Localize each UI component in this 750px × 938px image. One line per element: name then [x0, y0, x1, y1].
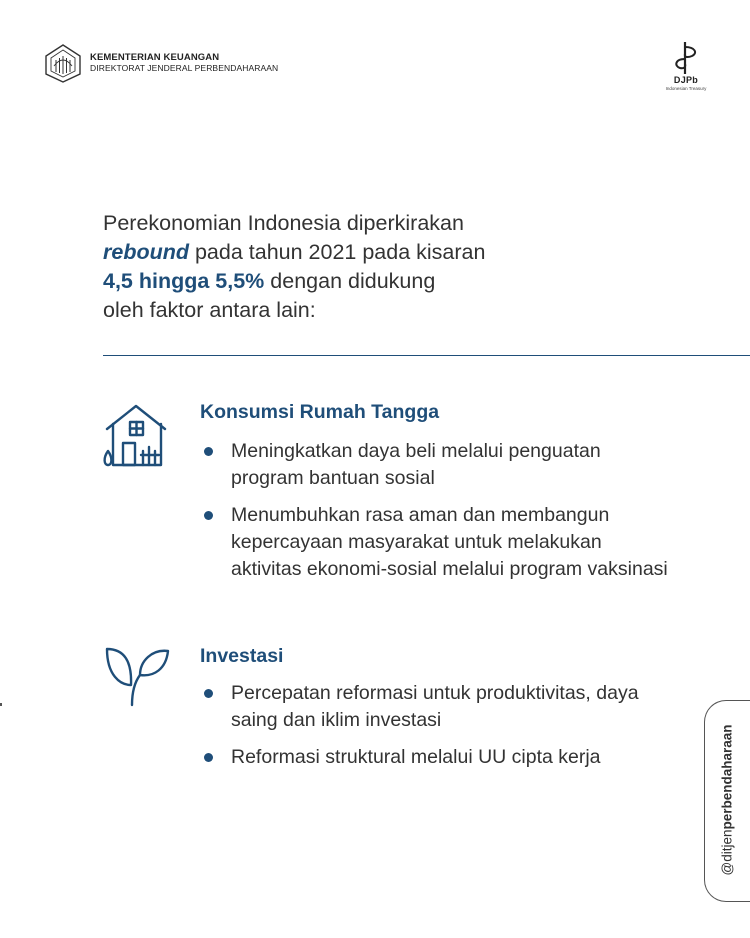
- investasi-bullets: [200, 680, 670, 781]
- intro-line-2-rest: pada tahun 2021 pada kisaran: [189, 240, 486, 264]
- bullet-dot-icon: [204, 689, 213, 698]
- edge-mark: [0, 703, 2, 706]
- intro-line-3: [103, 267, 663, 296]
- bullet-text: Percepatan reformasi untuk produktivitas, daya saing dan iklim investasi: [231, 682, 639, 731]
- org-main-label: KEMENTERIAN KEUANGAN: [90, 52, 220, 63]
- intro-line-2: [103, 238, 663, 267]
- bullet-dot-icon: [204, 753, 213, 762]
- djpb-logo-icon: [671, 40, 701, 76]
- handle-bold: perbendaharaan: [719, 724, 735, 830]
- djpb-sub-label: Indonesian Treasury: [665, 86, 707, 91]
- sprout-icon: [104, 641, 170, 707]
- intro-paragraph: [103, 209, 663, 325]
- house-icon: [103, 403, 169, 469]
- range-highlight: 4,5 hingga 5,5%: [103, 269, 265, 293]
- bullet-text: Meningkatkan daya beli melalui penguatan program bantuan sosial: [231, 440, 601, 489]
- rebound-highlight: rebound: [103, 240, 189, 264]
- bullet-item: [200, 680, 670, 734]
- section-title-investasi: Investasi: [200, 645, 284, 667]
- bullet-dot-icon: [204, 447, 213, 456]
- konsumsi-bullets: [200, 438, 670, 593]
- djpb-label: DJPb: [673, 75, 699, 85]
- intro-line-1: Perekonomian Indonesia diperkirakan: [103, 211, 464, 235]
- section-title-konsumsi: Konsumsi Rumah Tangga: [200, 401, 440, 423]
- header-ministry: [42, 42, 278, 84]
- bullet-dot-icon: [204, 511, 213, 520]
- intro-line-4: oleh faktor antara lain:: [103, 298, 316, 322]
- social-handle[interactable]: [720, 724, 735, 875]
- bullet-item: [200, 744, 670, 771]
- handle-prefix: @ditjen: [719, 829, 735, 876]
- bullet-item: [200, 438, 670, 492]
- bullet-text: Reformasi struktural melalui UU cipta kerja: [231, 746, 601, 768]
- org-sub-label: DIREKTORAT JENDERAL PERBENDAHARAAN: [90, 63, 279, 73]
- djpb-logo: [664, 40, 708, 91]
- bullet-item: [200, 502, 670, 583]
- divider: [103, 355, 750, 356]
- intro-line-3-rest: dengan didukung: [264, 269, 436, 293]
- ministry-emblem-icon: [42, 42, 84, 84]
- bullet-text: Menumbuhkan rasa aman dan membangun kepercayaan masyarakat untuk melakukan aktivitas ekonomi-sosial melalui program vaksinasi: [231, 504, 668, 580]
